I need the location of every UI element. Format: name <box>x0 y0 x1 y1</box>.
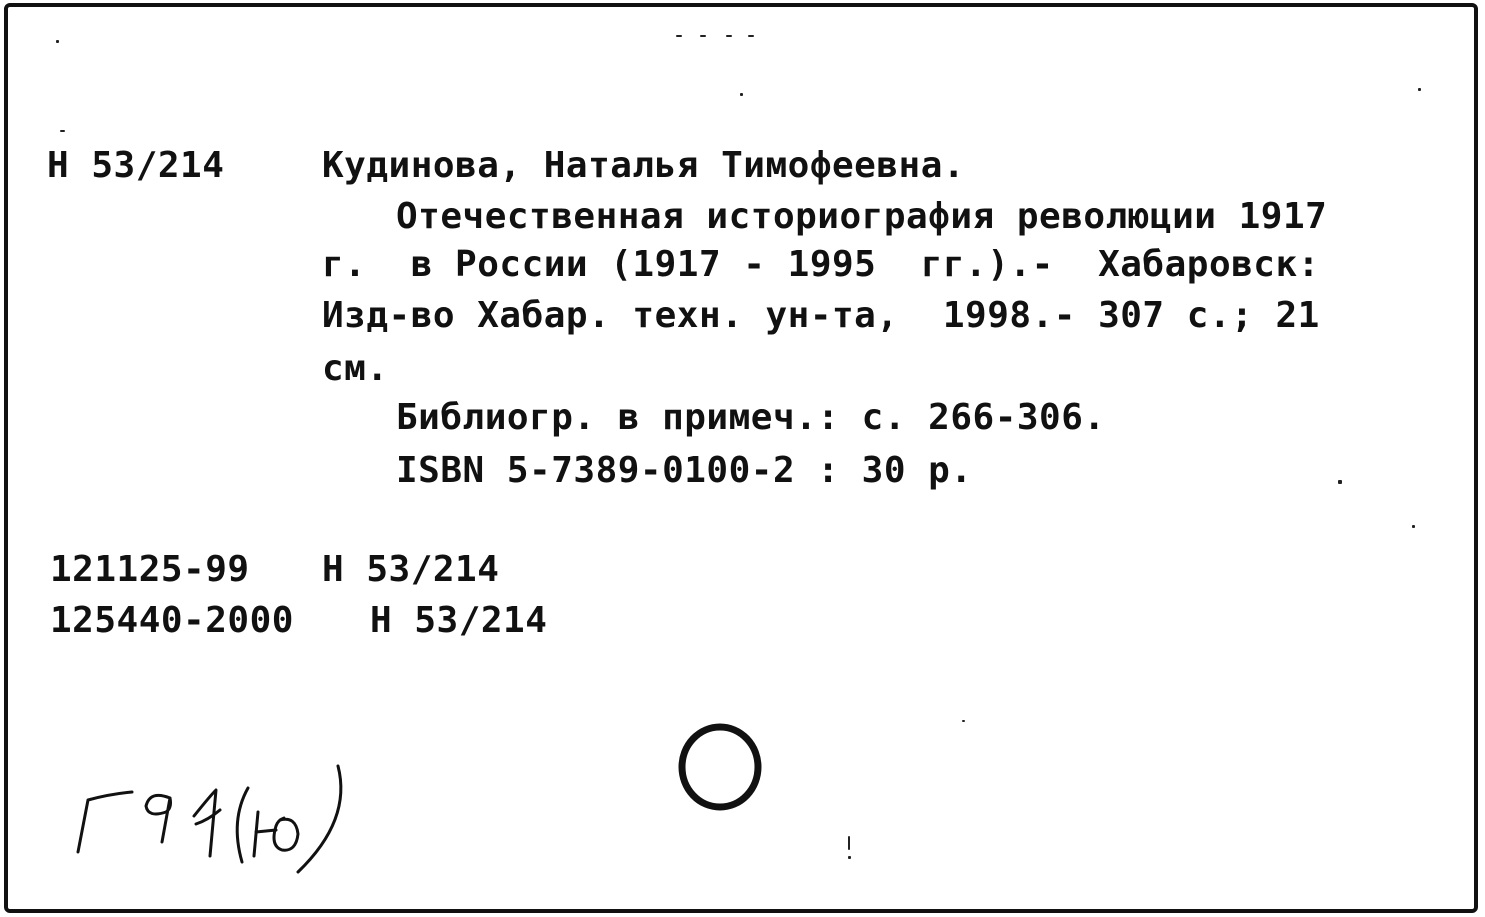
inventory-mark-2: Н 53/214 <box>370 600 548 641</box>
speck <box>676 35 682 37</box>
speck <box>726 35 732 37</box>
isbn-price: ISBN 5-7389-0100-2 : 30 р. <box>396 450 973 491</box>
title-line-2: г. в России (1917 - 1995 гг.).- Хабаровск: <box>322 244 1320 285</box>
title-line-3: Изд-во Хабар. техн. ун-та, 1998.- 307 с.; 21 <box>322 295 1320 336</box>
speck <box>748 35 754 37</box>
speck <box>1418 88 1421 91</box>
inventory-number-2: 125440-2000 <box>50 600 294 641</box>
title-line-4: см. <box>322 348 389 389</box>
speck <box>848 836 850 850</box>
handwritten-mark <box>70 760 370 880</box>
speck <box>700 35 706 37</box>
speck <box>56 40 59 43</box>
shelf-mark: Н 53/214 <box>47 145 225 186</box>
speck <box>1338 480 1342 484</box>
speck <box>962 720 965 722</box>
inventory-mark-1: Н 53/214 <box>322 549 500 590</box>
speck <box>1412 525 1415 528</box>
speck <box>848 856 851 859</box>
speck <box>740 93 743 96</box>
author-heading: Кудинова, Наталья Тимофеевна. <box>322 145 966 186</box>
title-line-1: Отечественная историография революции 1917 <box>396 196 1328 237</box>
bibliography-note: Библиогр. в примеч.: с. 266-306. <box>396 397 1106 438</box>
speck <box>60 130 65 132</box>
punch-hole-icon <box>676 723 764 811</box>
inventory-number-1: 121125-99 <box>50 549 250 590</box>
